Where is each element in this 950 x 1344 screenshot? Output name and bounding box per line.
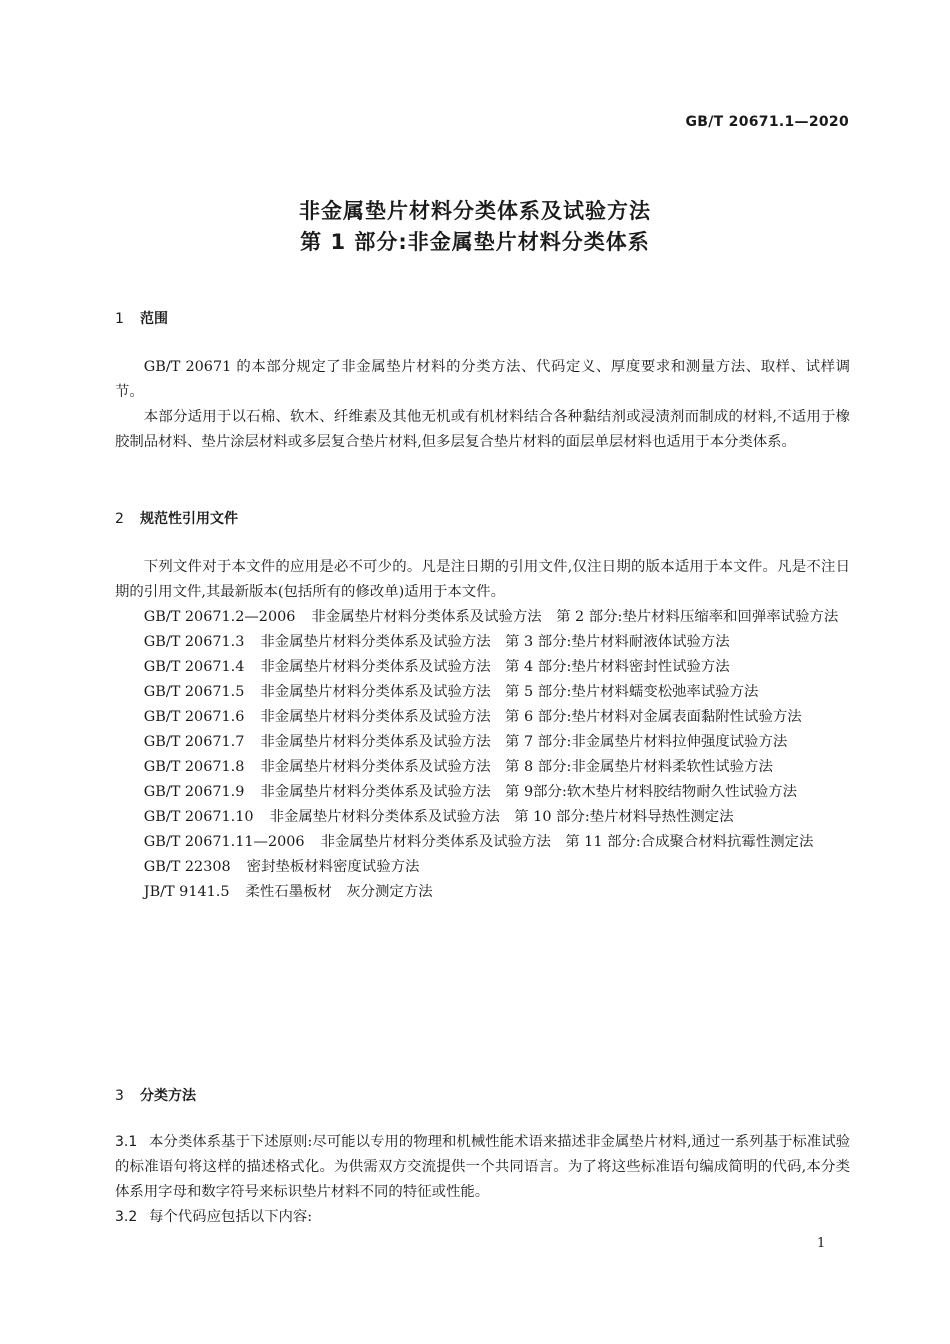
paragraph: 本部分适用于以石棉、软木、纤维素及其他无机或有机材料结合各种黏结剂或浸渍剂而制成的材料,不适用于橡胶制品材料、垫片涂层材料或多层复合垫片材料,但多层复合垫片材料的面层单层材料也适用于本分类体系。 bbox=[115, 409, 850, 450]
clause bbox=[115, 1205, 850, 1230]
reference-code: GB/T 20671.3 bbox=[143, 634, 245, 650]
reference-title: 非金属垫片材料分类体系及试验方法 第 10 部分:垫片材料导热性测定法 bbox=[269, 809, 734, 825]
clause-number: 3.2 bbox=[115, 1209, 138, 1225]
reference-code: GB/T 20671.9 bbox=[143, 784, 245, 800]
standard-code: GB/T 20671.1—2020 bbox=[685, 114, 849, 130]
document-title bbox=[0, 196, 950, 258]
section-title: 范围 bbox=[140, 311, 168, 327]
reference-code: GB/T 20671.4 bbox=[143, 659, 245, 675]
clause bbox=[115, 1130, 850, 1205]
clause-text: 本分类体系基于下述原则:尽可能以专用的物理和机械性能术语来描述非金属垫片材料,通过一系列基于标准试验的标准语句将这样的描述格式化。为供需双方交流提供一个共同语言。为了将这些标准语句编成简明的代码,本分类体系用字母和数字符号来标识垫片材料不同的特征或性能。 bbox=[115, 1134, 850, 1200]
reference-item bbox=[115, 805, 850, 830]
section-2-body bbox=[115, 555, 850, 905]
reference-item bbox=[115, 755, 850, 780]
reference-item bbox=[115, 730, 850, 755]
reference-title: 非金属垫片材料分类体系及试验方法 第 3 部分:垫片材料耐液体试验方法 bbox=[260, 634, 730, 650]
section-1-heading bbox=[115, 309, 168, 329]
title-line-1: 非金属垫片材料分类体系及试验方法 bbox=[299, 199, 651, 223]
reference-item bbox=[115, 830, 850, 855]
section-1-body bbox=[115, 355, 850, 455]
reference-title: 柔性石墨板材 灰分测定方法 bbox=[245, 884, 433, 900]
clause-number: 3.1 bbox=[115, 1134, 138, 1150]
paragraph: 下列文件对于本文件的应用是必不可少的。凡是注日期的引用文件,仅注日期的版本适用于本文件。凡是不注日期的引用文件,其最新版本(包括所有的修改单)适用于本文件。 bbox=[115, 559, 850, 600]
reference-title: 非金属垫片材料分类体系及试验方法 第 4 部分:垫片材料密封性试验方法 bbox=[260, 659, 730, 675]
reference-title: 非金属垫片材料分类体系及试验方法 第 2 部分:垫片材料压缩率和回弹率试验方法 bbox=[311, 609, 839, 625]
section-title: 规范性引用文件 bbox=[140, 511, 238, 527]
reference-title: 非金属垫片材料分类体系及试验方法 第 6 部分:垫片材料对金属表面黏附性试验方法 bbox=[260, 709, 802, 725]
section-2-heading bbox=[115, 509, 238, 529]
section-3-heading bbox=[115, 1086, 196, 1106]
reference-item bbox=[115, 880, 850, 905]
reference-item bbox=[115, 855, 850, 880]
reference-item bbox=[115, 655, 850, 680]
reference-title: 非金属垫片材料分类体系及试验方法 第 8 部分:非金属垫片材料柔软性试验方法 bbox=[260, 759, 773, 775]
section-3-body bbox=[115, 1130, 850, 1230]
reference-code: GB/T 20671.5 bbox=[143, 684, 245, 700]
section-number: 1 bbox=[115, 311, 124, 327]
title-line-2: 第 1 部分:非金属垫片材料分类体系 bbox=[300, 230, 650, 254]
reference-code: GB/T 20671.6 bbox=[143, 709, 245, 725]
reference-code: GB/T 22308 bbox=[143, 859, 231, 875]
paragraph: GB/T 20671 的本部分规定了非金属垫片材料的分类方法、代码定义、厚度要求和测量方法、取样、试样调节。 bbox=[115, 359, 850, 400]
reference-title: 非金属垫片材料分类体系及试验方法 第 7 部分:非金属垫片材料拉伸强度试验方法 bbox=[260, 734, 788, 750]
reference-item bbox=[115, 780, 850, 805]
reference-code: GB/T 20671.2—2006 bbox=[143, 609, 296, 625]
reference-code: GB/T 20671.8 bbox=[143, 759, 245, 775]
clause-text: 每个代码应包括以下内容: bbox=[149, 1209, 313, 1225]
reference-item bbox=[115, 605, 850, 630]
reference-code: JB/T 9141.5 bbox=[143, 884, 230, 900]
reference-item bbox=[115, 680, 850, 705]
section-number: 3 bbox=[115, 1088, 124, 1104]
reference-title: 密封垫板材料密度试验方法 bbox=[246, 859, 420, 875]
reference-item bbox=[115, 705, 850, 730]
reference-code: GB/T 20671.10 bbox=[143, 809, 254, 825]
reference-item bbox=[115, 630, 850, 655]
reference-title: 非金属垫片材料分类体系及试验方法 第 11 部分:合成聚合材料抗霉性测定法 bbox=[320, 834, 814, 850]
reference-title: 非金属垫片材料分类体系及试验方法 第 9部分:软木垫片材料胶结物耐久性试验方法 bbox=[260, 784, 798, 800]
reference-list bbox=[115, 605, 850, 905]
reference-code: GB/T 20671.7 bbox=[143, 734, 245, 750]
page-number: 1 bbox=[817, 1236, 826, 1251]
section-number: 2 bbox=[115, 511, 124, 527]
reference-title: 非金属垫片材料分类体系及试验方法 第 5 部分:垫片材料蠕变松弛率试验方法 bbox=[260, 684, 759, 700]
reference-code: GB/T 20671.11—2006 bbox=[143, 834, 305, 850]
section-title: 分类方法 bbox=[140, 1088, 196, 1104]
